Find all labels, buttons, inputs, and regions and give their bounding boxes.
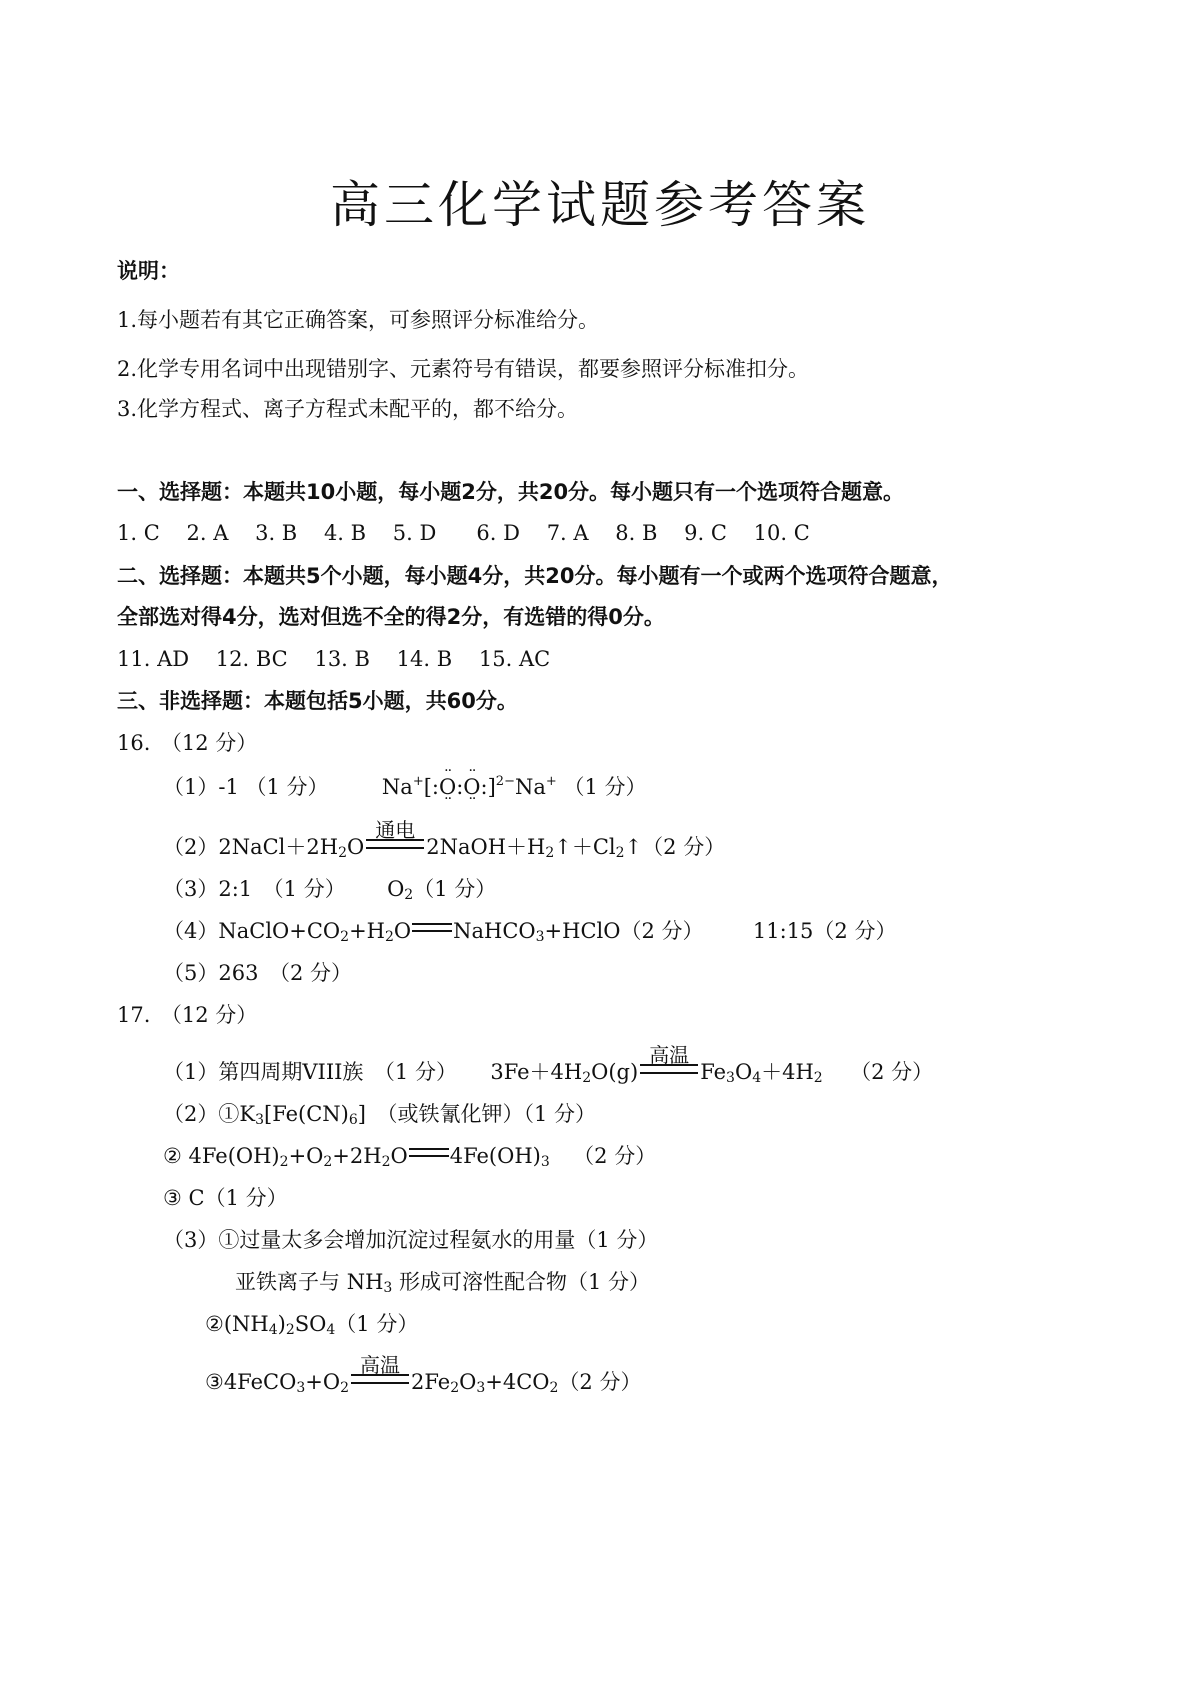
q17-part3c: $②(NH_4)_2SO_4(1$ 分） [205, 1312, 419, 1338]
section2-heading-line1: 二、选择题：本题共5个小题，每小题4分，共20分。每小题有一个或两个选项符合题意， [117, 564, 953, 588]
answer-2: 2. A [186, 521, 229, 545]
notes-heading: 说明： [117, 259, 180, 283]
answer-14: 14. B [396, 647, 453, 671]
q16-part1 [163, 772, 647, 802]
answer-4: 4. B [323, 521, 367, 545]
answer-13: 13. B [314, 647, 370, 671]
lewis-structure-na2o2: Na+[:·· O ··:·· O ··:]$^{2-}$Na+ [382, 772, 557, 802]
section1-heading: 一、选择题：本题共10小题，每小题2分，共20分。每小题只有一个选项符合题意。 [117, 480, 905, 504]
section1-answers [117, 518, 810, 548]
q17-part3d: $③4FeCO_3+O_2$ 高温 $2Fe_2O_3+4CO_2(2$ 分） [205, 1353, 642, 1396]
q17-label: 17. （12 分） [117, 1003, 258, 1027]
section3-heading: 三、非选择题：本题包括5小题，共60分。 [117, 689, 518, 713]
q17-part2a: $(2)①K_3[Fe(CN)_6]$ （或铁氰化钾）（1 分） [163, 1102, 597, 1128]
answer-3: 3. B [255, 521, 298, 545]
q16-part2-score: （2 分） [642, 835, 726, 859]
answer-6: 6. D [476, 521, 520, 545]
condition-high-temp: 高温 [639, 1057, 699, 1087]
q17-part3a: （3）①过量太多会增加沉淀过程氨水的用量（1 分） [163, 1228, 659, 1252]
q16-part5: （5）263 （2 分） [163, 961, 352, 985]
answer-1: 1. C [117, 521, 160, 545]
answer-10: 10. C [753, 521, 810, 545]
answer-15: 15. AC [478, 647, 551, 671]
page-title: 高三化学试题参考答案 [330, 176, 870, 234]
section2-answers [117, 644, 550, 674]
answer-11: 11. AD [117, 647, 190, 671]
section2-heading-line2: 全部选对得4分，选对但选不全的得2分，有选错的得0分。 [117, 605, 665, 629]
answer-7: 7. A [546, 521, 589, 545]
q17-part1: （1）第四周期VIII族 （1 分） $3Fe+4H_2O(g)$ 高温 $Fe_3O_4+4H_2$ （2 分） [163, 1043, 934, 1086]
answer-8: 8. B [615, 521, 658, 545]
q17-part2b: ② $4Fe(OH)_2+O_2+2H_2O$ $4Fe(OH)_3$ （2 分） [163, 1144, 657, 1170]
q17-part2c: ③ C（1 分） [163, 1186, 288, 1210]
q16-label: 16. （12 分） [117, 731, 258, 755]
q16-part3: （3）2:1 （1 分） $O_2(1$ 分） [163, 877, 497, 903]
condition-electrolysis: 通电 [365, 832, 425, 862]
answer-12: 12. BC [215, 647, 288, 671]
note-item-3: 3.化学方程式、离子方程式未配平的，都不给分。 [117, 397, 579, 421]
q16-part2: $(2)2NaCl+2H_2O$ 通电 $2NaOH+H_2↑+Cl_2↑(2$ 分） [163, 818, 726, 861]
answer-9: 9. C [684, 521, 727, 545]
q16-part4: $(4)NaClO+CO_2+H_2O$ NaHCO$_3$+HClO（2 分） 11:15（2 分） [163, 919, 897, 945]
q16-part1-score: （1 分） [563, 775, 647, 799]
answer-5: 5. D [392, 521, 437, 545]
q17-part3b: 亚铁离子与 $NH_3$ 形成可溶性配合物（1 分） [235, 1270, 651, 1296]
q16-part1-text: （1）-1 （1 分） [163, 775, 329, 799]
note-item-1: 1.每小题若有其它正确答案，可参照评分标准给分。 [117, 308, 600, 332]
note-item-2: 2.化学专用名词中出现错别字、元素符号有错误，都要参照评分标准扣分。 [117, 357, 810, 381]
condition-high-temp-2: 高温 [350, 1367, 410, 1397]
